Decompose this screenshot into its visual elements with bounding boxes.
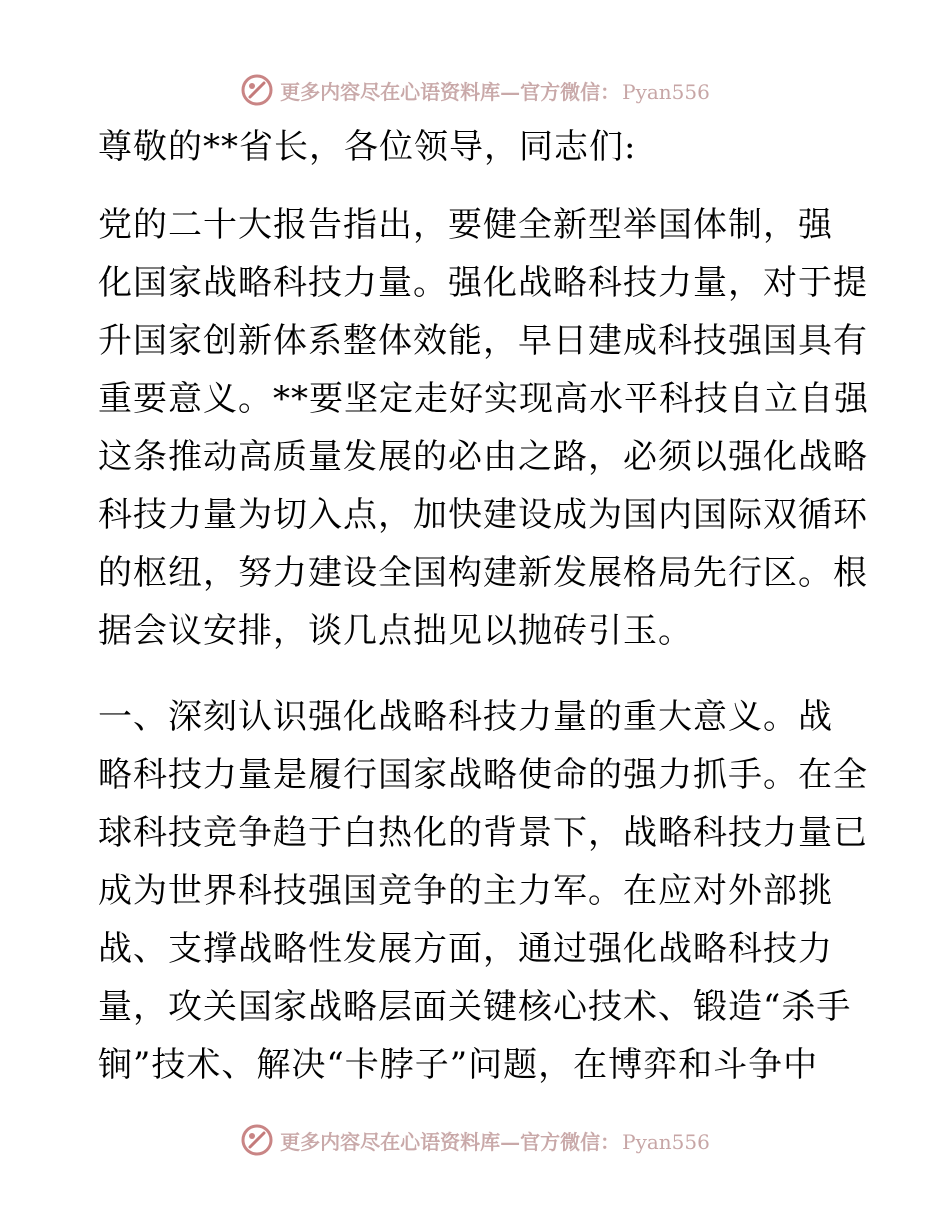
watermark-text: 更多内容尽在心语资料库—官方微信： Pyan556 [280,79,710,104]
watermark-text: 更多内容尽在心语资料库—官方微信： Pyan556 [280,1129,710,1154]
paragraph-line: 球科技竞争趋于白热化的背景下，战略科技力量已 [98,813,868,853]
paragraph-line: 重要意义。**要坚定走好实现高水平科技自立自强 [98,379,869,419]
paragraph-line: 科技力量为切入点，加快建设成为国内国际双循环 [98,495,868,535]
salutation: 尊敬的**省长，各位领导，同志们: [98,127,637,167]
paragraph-line: 党的二十大报告指出，要健全新型举国体制，强 [98,205,833,245]
paragraph-line: 略科技力量是履行国家战略使命的强力抓手。在全 [98,755,868,795]
paragraph-line: 化国家战略科技力量。强化战略科技力量，对于提 [98,263,868,303]
paragraph-line: 据会议安排，谈几点拙见以抛砖引玉。 [98,611,693,651]
paragraph-line: 一、深刻认识强化战略科技力量的重大意义。战 [98,697,833,737]
paragraph-line: 战、支撑战略性发展方面，通过强化战略科技力 [98,929,833,969]
paragraph-line: 量，攻关国家战略层面关键核心技术、锻造“杀手 [98,987,852,1027]
paragraph-line: 升国家创新体系整体效能，早日建成科技强国具有 [98,321,868,361]
logo-icon [240,1123,274,1157]
header-watermark [0,70,950,110]
footer-watermark [0,1120,950,1160]
paragraph-intro [98,196,869,660]
paragraph-section-one [98,688,868,1094]
logo-icon [240,73,274,107]
paragraph-line: 这条推动高质量发展的必由之路，必须以强化战略 [98,437,868,477]
paragraph-line: 的枢纽，努力建设全国构建新发展格局先行区。根 [98,553,868,593]
document-body [98,118,869,1094]
paragraph-line: 锏”技术、解决“卡脖子”问题，在博弈和斗争中 [98,1045,819,1085]
paragraph-line: 成为世界科技强国竞争的主力军。在应对外部挑 [98,871,833,911]
